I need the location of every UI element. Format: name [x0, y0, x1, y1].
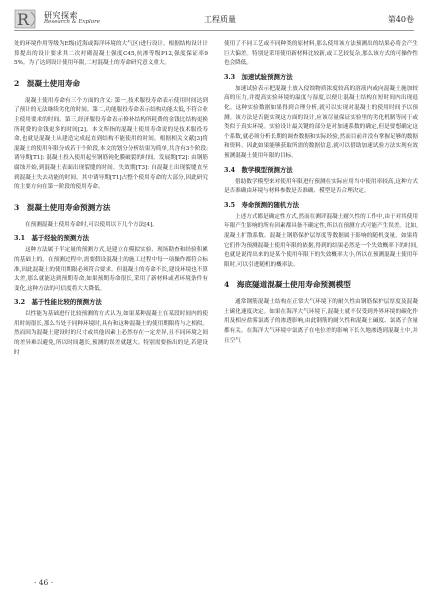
page-number: · 46 · [34, 578, 54, 587]
subsection-heading: 3.4 数学模型预测方法 [224, 165, 293, 174]
section-heading: 3 混凝土使用寿命预测方法 [14, 202, 111, 212]
section-title-cn: 研究探索 [44, 11, 78, 20]
journal-logo-icon [14, 9, 42, 29]
section-heading: 4 海底隧道混凝土使用寿命预测模型 [224, 280, 351, 290]
paragraph: 处的环境作用等级为E级(近海或海洋环境的大气区)进行设计。根据结构设计计算提出的设计要求其二次衬砌混凝土强度C45,抗渗等级P12,强度保证率95%。为了达到设计使用年限,二衬混凝土的寿命研究意义重大。 [14, 41, 208, 67]
section-heading: 2 混凝土使用寿命 [14, 78, 81, 88]
left-column [14, 40, 208, 358]
subsection-heading: 3.5 寿命预测的随机方法 [224, 200, 300, 209]
subsection-heading: 3.1 基于经验的预测方法 [14, 234, 90, 243]
volume-label: 第40卷 [387, 15, 414, 24]
right-column [224, 40, 418, 346]
paragraph: 通常钢筋混凝土结构在正常大气环境下的耐久性由钢筋保护层厚度及混凝土碳化速度决定。如果在海洋大气环境下,混凝土就不仅受到外界环境的碳化作用及相应盐雾氯离子的渗透影响,由此钢筋的耐久性和混凝土碱度、氯离子含量都有关。在海洋大气环境中氯离子在电位差的影响下长久地渗透到混凝土中,并且空气 [224, 299, 418, 344]
subsection-heading: 3.3 加速试验预测方法 [224, 72, 293, 81]
subsection-heading: 3.2 基于性能比较的预测方法 [14, 298, 102, 307]
paragraph: 混凝土使用寿命有三个方面的含义: 第一,技术服役寿命表示使用时间达到了预计的无法继续劣化的时间。第二,功能服役寿命表示结构功能太低,不符合业主使用要求的时间。第三,经济服役寿命表示修补结构所耗费的金钱比结构更换所耗费的金钱更多的时间[2]。本文所指的混凝土使用寿命说的是技术服役寿命,也就是混凝土从建造完成起直到结构不能使用的时间。根据相关文献[3]将混凝土的使用年限分成若干个阶段,本文的划分分析结果为简单,共含有3个阶段: 诱导期[T1]: 混凝土投入使用起至钢筋钝化膜破裂的时间。发展期[T2]: 由钢筋腐蚀开始,到混凝土表面出现裂缝的时间。失效期[T3]: 自混凝土出现裂缝直至到混凝土失去功能的时间。其中诱导期[T1]占整个使用寿命的大部分,因此研究的主要方向在第一阶段的使用寿命。 [14, 97, 208, 191]
journal-name: 工程质量 [204, 15, 236, 24]
paragraph: 借助数学模型来对使用年限进行预测在实际应用当中使用率较高,这种方式是否准确由环境与材料参数是否准确、模型是否合理决定。 [224, 178, 418, 195]
page-header [14, 8, 414, 31]
paragraph: 在预测混凝土使用寿命时,可以使用以下几个方法[4]。 [25, 221, 158, 228]
svg-text:R: R [17, 10, 30, 29]
paragraph: 使用了不同工艺或不同种类的原材料,那么使用该方法预测出的结果必将会产生巨大偏差。特别是采用使用新材料比较新,或工艺较复杂,那么该方式的可操作性也会降低。 [224, 41, 418, 67]
paragraph: 上述方式都是确定性方式,然而在测评混凝土耐久性的工作中,由于对其使用年限产生影响的所有因素都具备不确定性,所以在预测方式可能产生误差。比如,混凝土扩散系数、混凝土钢筋保护层厚度等数据属于影响的随机变量。如果将它们作为预测混凝土使用年限的依据,得到的结果必然是一个失效概率下的时间,也就是说得出来的是某个使用年限下的失效概率大小,所以在预测混凝土使用年限时,可以引进随机的概率法。 [224, 213, 418, 268]
paragraph: 以性能为基础进行比较预测的方式认为,如果某种混凝土在某段时间内的使用时间很长,那么当处于同种环境时,具有和这种混凝土的使用期限将与之相似。然而因为混凝土建设时的尺寸或其他因素上必然存在一定差异,且不同环境之间的差异难以避免,所以时间越长,预测的误差就越大。特别需要指出的是,若建设时 [14, 311, 208, 356]
paragraph: 加速试验表示把混凝土放入侵蚀物质浓度较高的溶液内或向混凝土施加较高的压力,并提高实验环境的温度与湿度,以便让混凝土结构在短时间内出现退化。这种实验数据如果得到合理分析,就可以实现对混凝土的使用时间予以预测。该方法是否能实现这方面的设计,应该尽量保证实验里的劣化机制等同于或类似于真实环境。实验设计最关键的部分是对加速系数的确定,但是要想确定这个系数,就必须分析长期的调查数据和实际经验,然而目前并没有掌握足够的数据和资料。因此如果能够获取所需的数据信息,就可以借助加速试验方法实现有效预测混凝土使用年限的目标。 [224, 85, 418, 159]
section-title-en: Research & Explore [44, 19, 100, 25]
paragraph: 这种方法属于半定量的预测方式,是建立在模拟实验、现场勘查和经验积累的基础上的。在预测过程中,需要假设混凝土的施工过程中每一项操作都符合标准,因此混凝土的使用期限必须符合要求。但混凝土的寿命不长,建设环境也不算太差,那么就能达到预期寿命,如果预期寿命很长,采用了新材料或者环境条件有变化,这种方法的可信度将大大降低。 [14, 247, 208, 292]
